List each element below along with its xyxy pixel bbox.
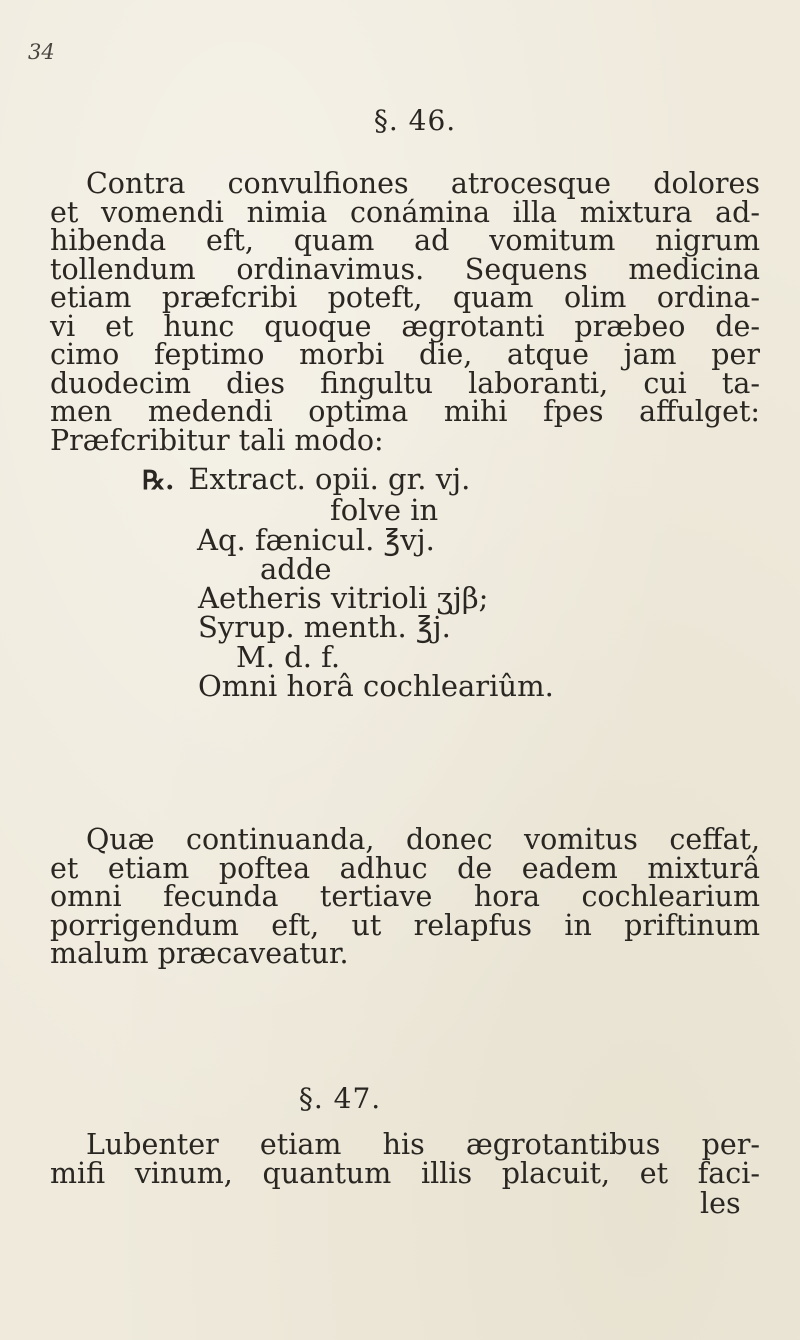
- paragraph-46-1: [50, 167, 760, 457]
- text-line: mifi vinum, quantum illis placuit, et faci-: [50, 1156, 760, 1190]
- text-line: Contra convulfiones atrocesque dolores: [86, 167, 760, 200]
- prescription-recipe: [142, 462, 554, 704]
- text-line: men medendi optima mihi fpes affulget:: [50, 395, 760, 428]
- text-line: vi et hunc quoque ægrotanti præbeo de-: [50, 309, 760, 343]
- recipe-line: Omni horâ cochleariûm.: [198, 669, 554, 704]
- text-line: cimo feptimo morbi die, atque jam per: [50, 338, 760, 371]
- text-line: malum præcaveatur.: [50, 937, 349, 970]
- recipe-line: Syrup. menth. ℥j.: [198, 610, 451, 645]
- recipe-line: folve in: [330, 493, 439, 528]
- recipe-line: M. d. f.: [236, 639, 341, 674]
- recipe-rx-symbol: ℞.: [142, 466, 175, 496]
- catchword: les: [700, 1187, 741, 1220]
- page-number: 34: [28, 40, 55, 64]
- text-line: Præfcribitur tali modo:: [50, 423, 384, 457]
- recipe-line-text: Extract. opii. gr. vj.: [188, 462, 471, 496]
- text-line: etiam præfcribi poteft, quam olim ordina-: [50, 281, 760, 314]
- paragraph-47-1: [50, 1128, 760, 1190]
- text-line: Quæ continuanda, donec vomitus ceffat,: [86, 823, 760, 856]
- recipe-line: adde: [260, 551, 332, 586]
- text-line: duodecim dies fingultu laboranti, cui ta-: [50, 366, 760, 400]
- text-line: et vomendi nimia conámina illa mixtura ad-: [50, 195, 760, 229]
- text-line: et etiam poftea adhuc de eadem mixturâ: [50, 851, 760, 885]
- section-heading-46: §. 46.: [373, 104, 457, 137]
- recipe-line: Aq. fænicul. ℥vj.: [197, 522, 435, 557]
- recipe-line: Aetheris vitrioli ʒjβ;: [198, 581, 489, 616]
- text-line: omni fecunda tertiave hora cochlearium: [50, 880, 760, 913]
- text-line: hibenda eft, quam ad vomitum nigrum: [50, 224, 760, 257]
- paragraph-46-2: [50, 823, 760, 970]
- section-heading-47: §. 47.: [298, 1082, 382, 1115]
- recipe-line: [142, 462, 554, 496]
- text-line: porrigendum eft, ut relapfus in priftinum: [50, 908, 760, 942]
- text-line: Lubenter etiam his ægrotantibus per-: [86, 1128, 760, 1161]
- text-line: tollendum ordinavimus. Sequens medicina: [50, 252, 760, 286]
